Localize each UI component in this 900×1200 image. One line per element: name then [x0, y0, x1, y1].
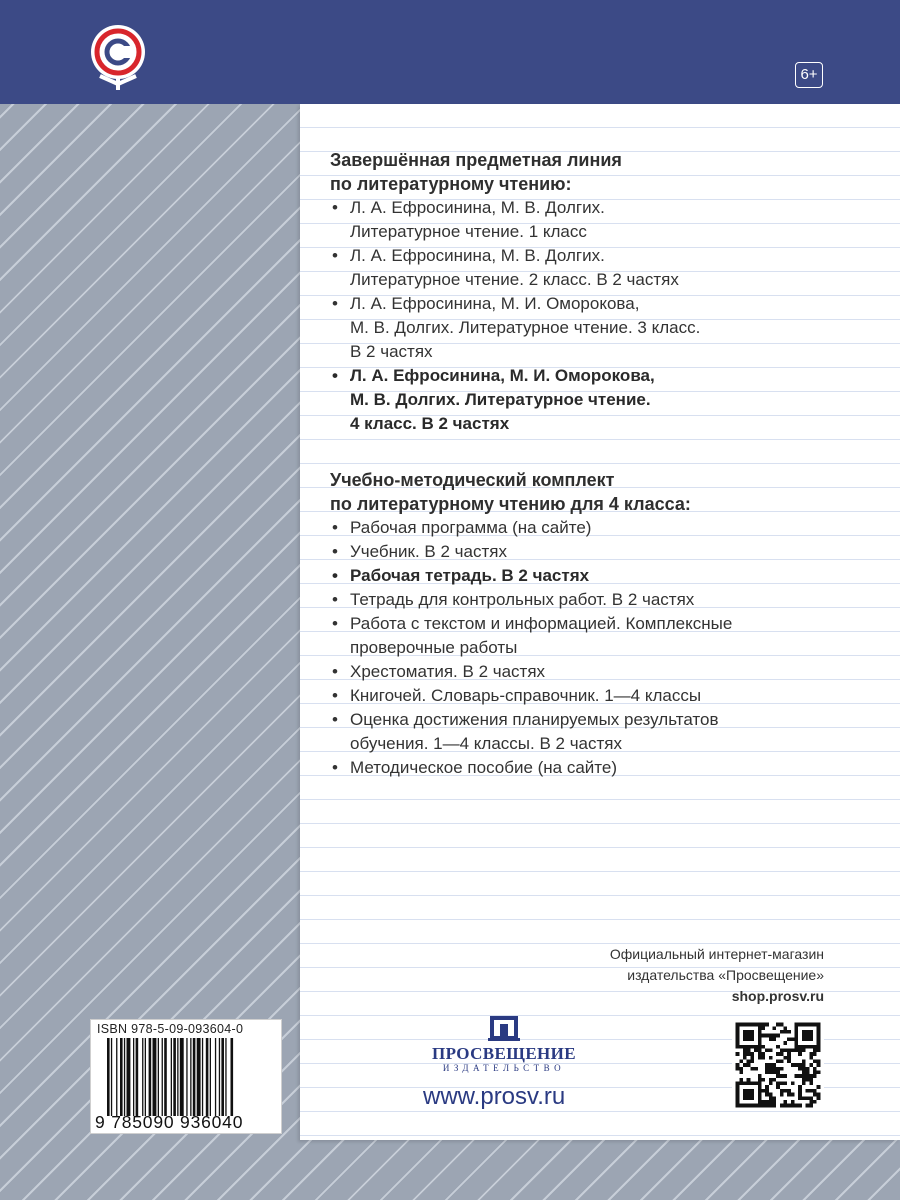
kit-item: • Методическое пособие (на сайте) — [330, 756, 870, 780]
kit-item-current: • Рабочая тетрадь. В 2 частях — [330, 564, 870, 588]
series-heading: Завершённая предметная линия по литературному чтению: — [330, 150, 622, 194]
shop-line-2: издательства «Просвещение» — [627, 967, 824, 983]
series-item: • Л. А. Ефросинина, М. В. Долгих. Литературное чтение. 1 класс — [330, 196, 870, 244]
top-banner — [0, 0, 900, 104]
kit-item: • Учебник. В 2 частях — [330, 540, 870, 564]
shop-url-link[interactable]: shop.prosv.ru — [731, 988, 824, 1004]
kit-heading: Учебно-методический комплект по литературному чтению для 4 класса: — [330, 470, 691, 514]
kit-item: • Рабочая программа (на сайте) — [330, 516, 870, 540]
kit-item: • Хрестоматия. В 2 частях — [330, 660, 870, 684]
series-item-current: • Л. А. Ефросинина, М. И. Оморокова, М. В. Долгих. Литературное чтение. 4 класс. В 2 частях — [330, 364, 870, 436]
publisher-subtitle: ИЗДАТЕЛЬСТВО — [442, 1063, 566, 1073]
kit-list — [330, 516, 870, 780]
kit-item: • Тетрадь для контрольных работ. В 2 частях — [330, 588, 870, 612]
age-rating-badge: 6+ — [795, 62, 823, 88]
book-series-info — [330, 148, 870, 780]
series-item: • Л. А. Ефросинина, М. В. Долгих. Литературное чтение. 2 класс. В 2 частях — [330, 244, 870, 292]
online-shop-info — [610, 944, 824, 1007]
kit-item: • Книгочей. Словарь-справочник. 1—4 классы — [330, 684, 870, 708]
isbn-barcode-block — [90, 1019, 282, 1134]
kit-item: • Оценка достижения планируемых результатов обучения. 1—4 классы. В 2 частях — [330, 708, 870, 756]
publisher-logo-icon — [86, 22, 150, 94]
qr-code-icon[interactable] — [732, 1019, 824, 1111]
publisher-name: ПРОСВЕЩЕНИЕ — [431, 1044, 577, 1063]
publisher-emblem-icon — [484, 1012, 524, 1042]
publisher-block — [424, 1012, 584, 1073]
publisher-website-link[interactable]: www.prosv.ru — [423, 1083, 566, 1110]
series-item: • Л. А. Ефросинина, М. И. Оморокова, М. В. Долгих. Литературное чтение. 3 класс. В 2 частях — [330, 292, 870, 364]
barcode-digits: 9 785090 936040 — [95, 1112, 244, 1132]
series-list — [330, 196, 870, 436]
kit-item: • Работа с текстом и информацией. Комплексные проверочные работы — [330, 612, 870, 660]
isbn-number: ISBN 978-5-09-093604-0 — [97, 1022, 244, 1036]
shop-line-1: Официальный интернет-магазин — [609, 946, 824, 962]
barcode-icon — [107, 1038, 273, 1116]
